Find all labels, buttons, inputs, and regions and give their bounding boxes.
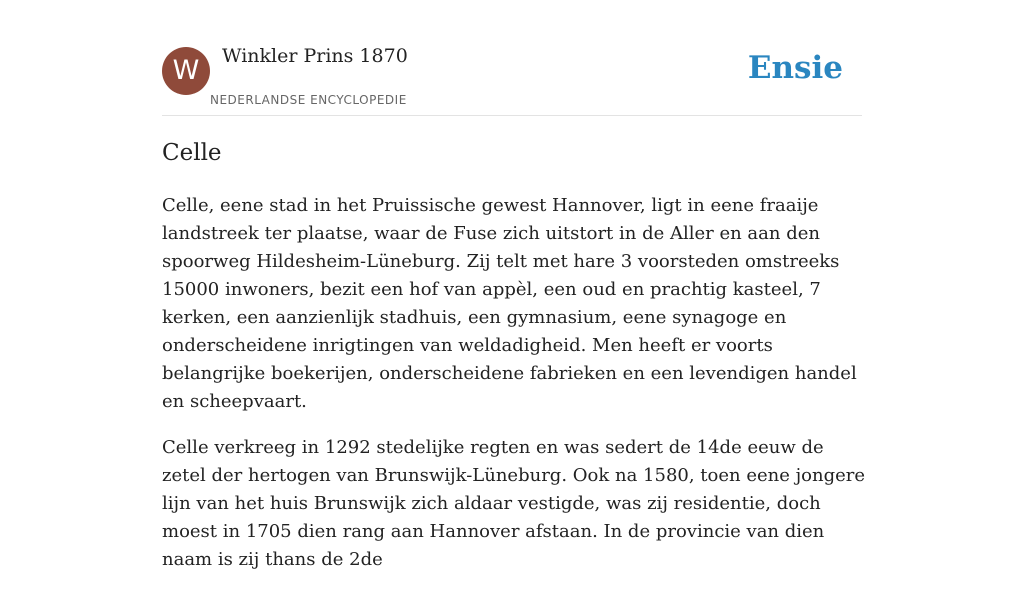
source-header [162,0,862,116]
source-avatar[interactable]: W [162,47,210,95]
ensie-logo[interactable]: Ensie [747,50,843,86]
article-title: Celle [162,140,222,166]
source-title[interactable]: Winkler Prins 1870 [222,45,408,67]
article-body [162,192,867,592]
article-paragraph: Celle verkreeg in 1292 stedelijke regten en was sedert de 14de eeuw de zetel der hertogen van Brunswijk-Lüneburg. Ook na 1580, toen eene jongere lijn van het huis Brunswijk zich aldaar vestigde, was zij residentie, doch moest in 1705 dien rang aan Hannover afstaan. In de provincie van dien naam is zij thans de 2de [162,437,866,570]
source-subtitle: NEDERLANDSE ENCYCLOPEDIE [210,93,407,107]
article-paragraph: Celle, eene stad in het Pruissische gewest Hannover, ligt in eene fraaije landstreek ter plaatse, waar de Fuse zich uitstort in de Aller en aan den spoorweg Hildesheim-Lüneburg. Zij telt met hare 3 voorsteden omstreeks 15000 inwoners, bezit een hof van appèl, een oud en prachtig kasteel, 7 kerken, een aanzienlijk stadhuis, een gymnasium, eene synagoge en onderscheidene inrigtingen van weldadigheid. Men heeft er voorts belangrijke boekerijen, onderscheidene fabrieken en een levendigen handel en scheepvaart. [162,195,857,412]
